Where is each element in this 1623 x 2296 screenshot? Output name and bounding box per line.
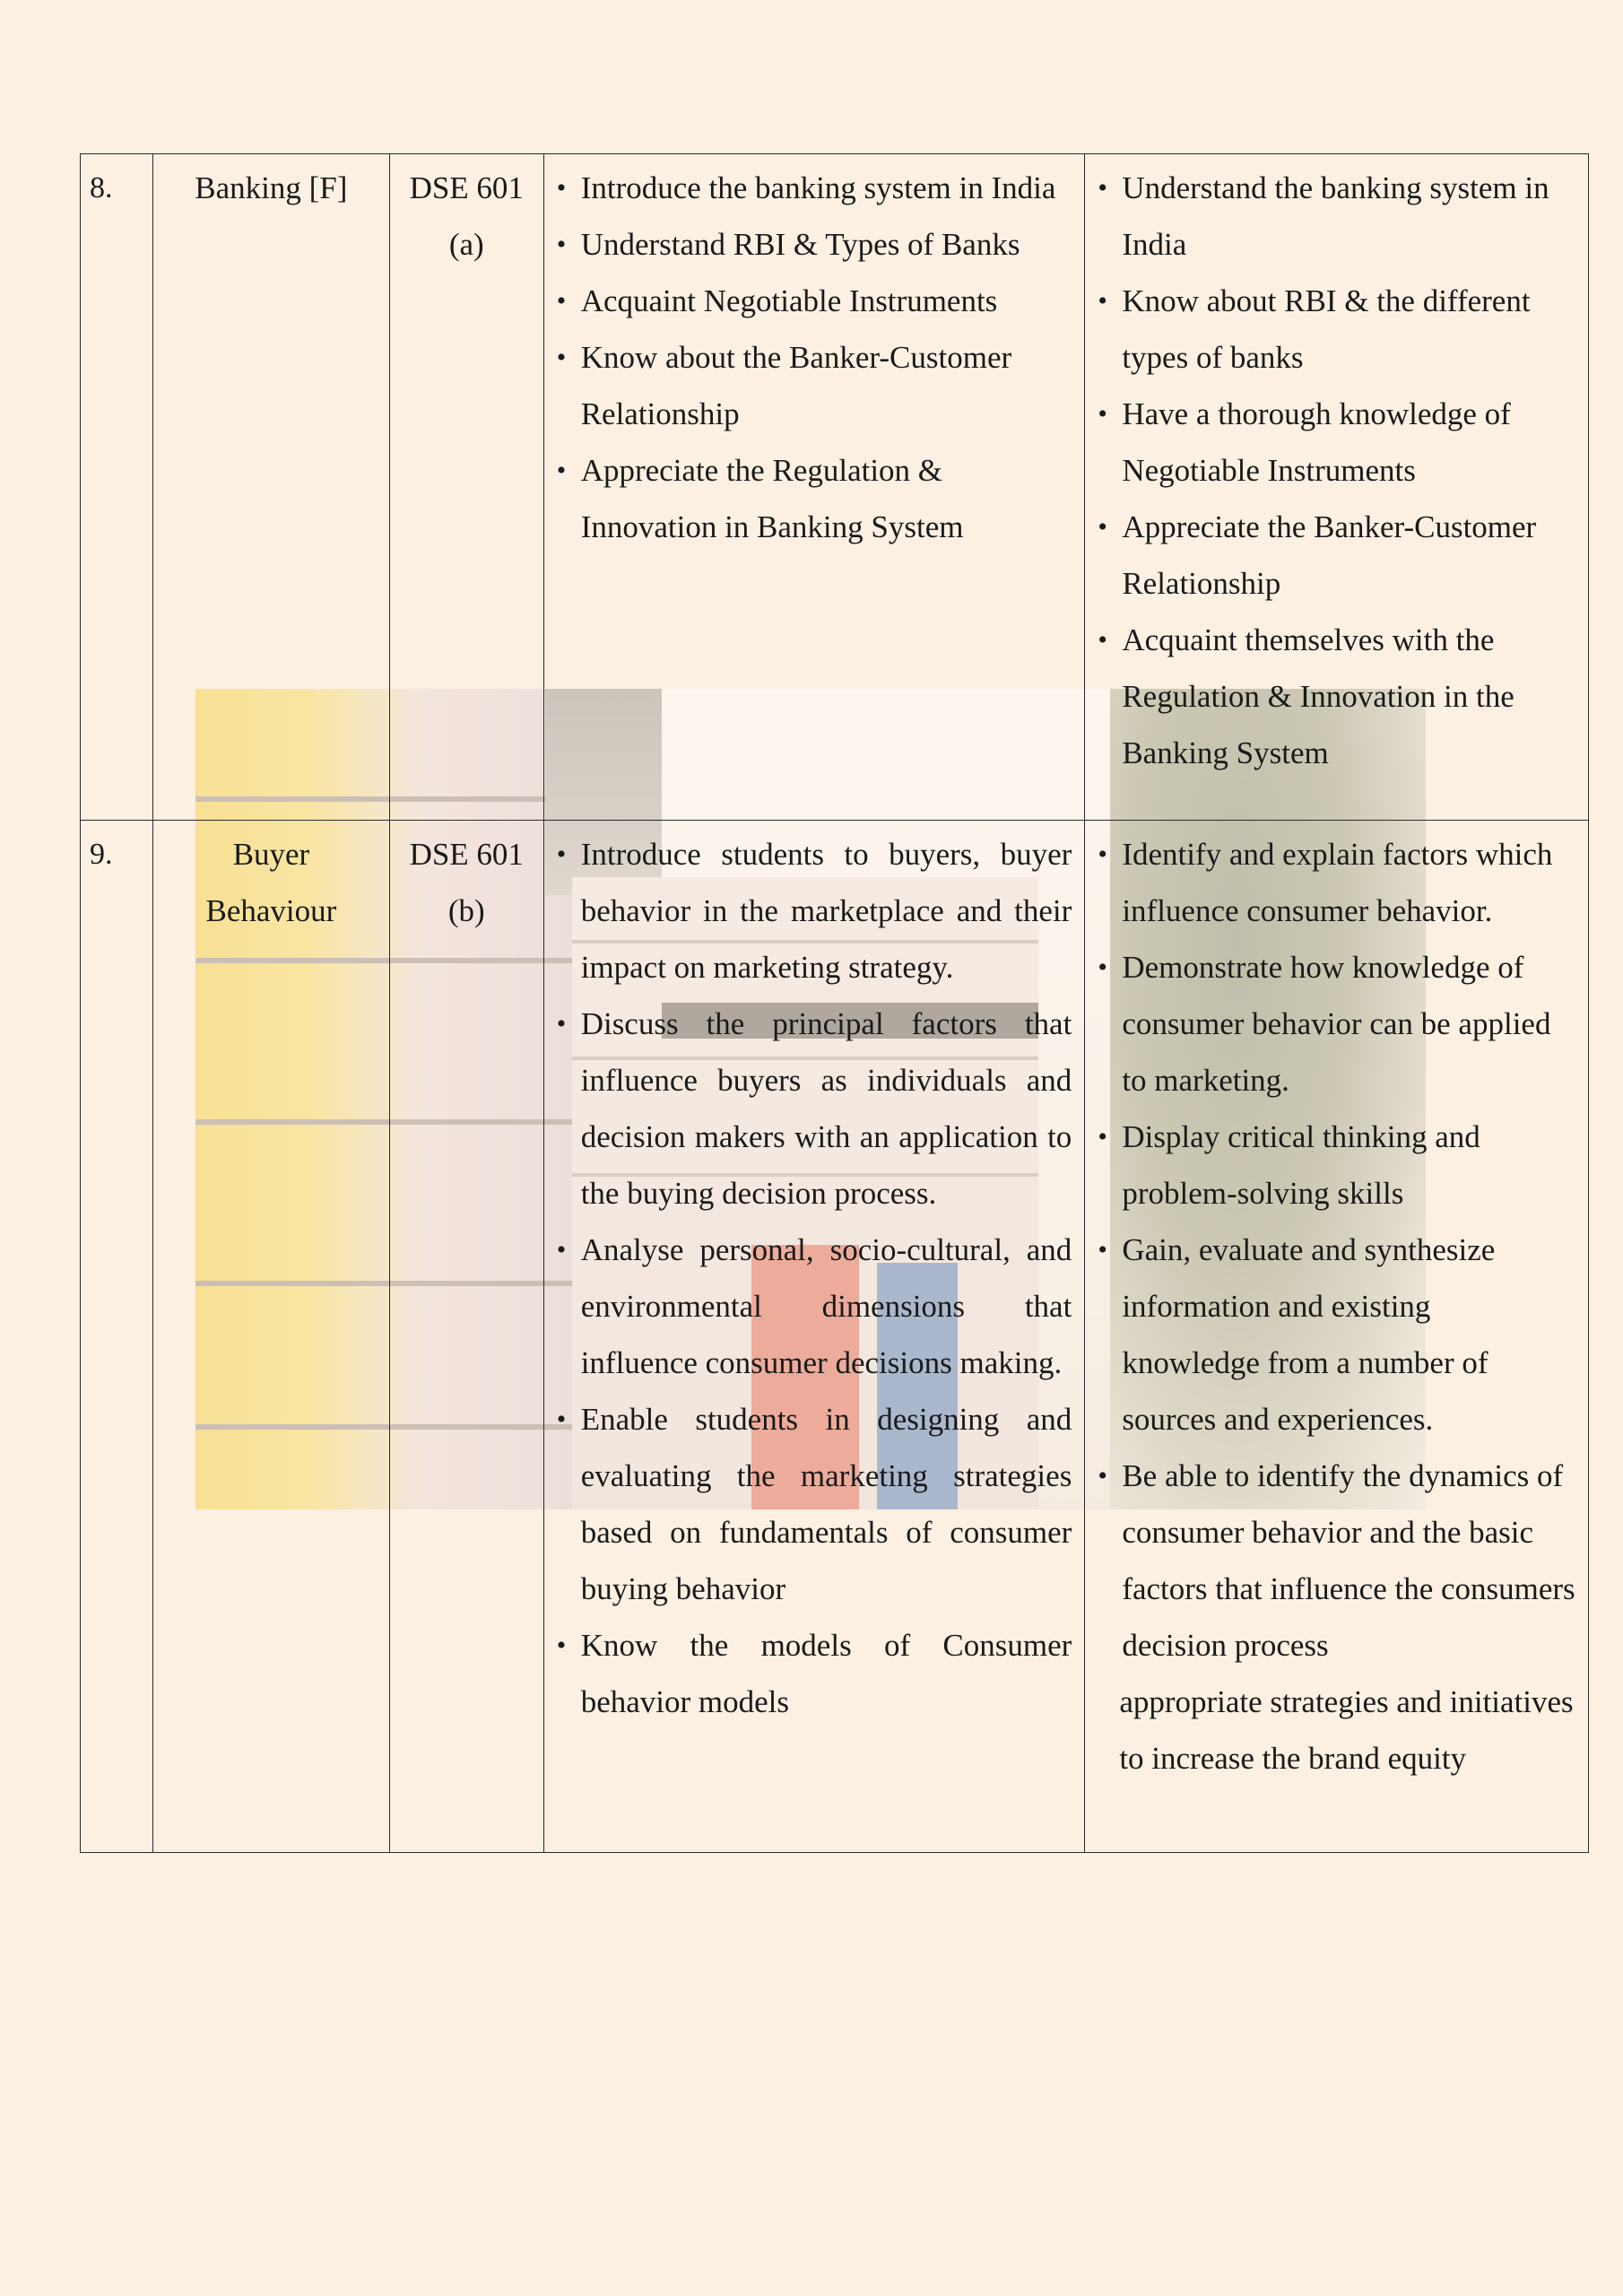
list-item: • Be able to identify the dynamics of consumer behavior and the basic factors that influence the consumers decision process [1096, 1448, 1575, 1674]
table-row [81, 821, 1589, 1853]
list-item: • Know about RBI & the different types of banks [1096, 273, 1575, 386]
list-item: • Introduce students to buyers, buyer behavior in the marketplace and their impact on marketing strategy. [555, 826, 1072, 996]
list-item: • Acquaint themselves with the Regulation & Innovation in the Banking System [1096, 612, 1575, 781]
list-item: • Identify and explain factors which influence consumer behavior. [1096, 826, 1575, 939]
serial-number: 9. [81, 821, 153, 1853]
course-code-line: (b) [447, 893, 485, 928]
course-name-line: Banking [F] [195, 170, 348, 205]
list-item: • Know about the Banker-Customer Relationship [555, 329, 1072, 442]
course-objectives [543, 821, 1085, 1853]
course-name-line: Behaviour [205, 893, 337, 928]
course-code-line: (a) [448, 227, 484, 262]
list-item: • Appreciate the Regulation & Innovation in Banking System [555, 442, 1072, 555]
course-code [389, 821, 543, 1853]
list-item: • Display critical thinking and problem-solving skills [1096, 1109, 1575, 1222]
list-item: • Demonstrate how knowledge of consumer behavior can be applied to marketing. [1096, 939, 1575, 1109]
list-item: • Discuss the principal factors that influence buyers as individuals and decision makers with an application to the buying decision process. [555, 996, 1072, 1222]
list-item: • Have a thorough knowledge of Negotiable Instruments [1096, 386, 1575, 499]
list-item: • Analyse personal, socio-cultural, and environmental dimensions that influence consumer decisions making. [555, 1222, 1072, 1391]
list-item: • Introduce the banking system in India [555, 160, 1072, 216]
list-item: • Enable students in designing and evaluating the marketing strategies based on fundamentals of consumer buying behavior [555, 1391, 1072, 1617]
course-name-line: Buyer [232, 837, 310, 872]
list-item: appropriate strategies and initiatives to increase the brand equity [1119, 1684, 1574, 1776]
list-item: • Gain, evaluate and synthesize information and existing knowledge from a number of sources and experiences. [1096, 1222, 1575, 1448]
course-code [389, 154, 543, 821]
course-code-line: DSE 601 [409, 170, 524, 205]
course-objectives [543, 154, 1085, 821]
course-code-line: DSE 601 [409, 837, 524, 872]
course-name [152, 821, 389, 1853]
list-item: • Understand the banking system in India [1096, 160, 1575, 273]
list-item: • Acquaint Negotiable Instruments [555, 273, 1072, 329]
list-item: • Appreciate the Banker-Customer Relationship [1096, 499, 1575, 612]
list-item: • Understand RBI & Types of Banks [555, 216, 1072, 273]
course-outcomes [1085, 821, 1589, 1853]
serial-number: 8. [81, 154, 153, 821]
course-outcomes [1085, 154, 1589, 821]
table-row [81, 154, 1589, 821]
course-name [152, 154, 389, 821]
list-item: • Know the models of Consumer behavior models [555, 1617, 1072, 1730]
course-outcomes-table [80, 153, 1589, 1853]
